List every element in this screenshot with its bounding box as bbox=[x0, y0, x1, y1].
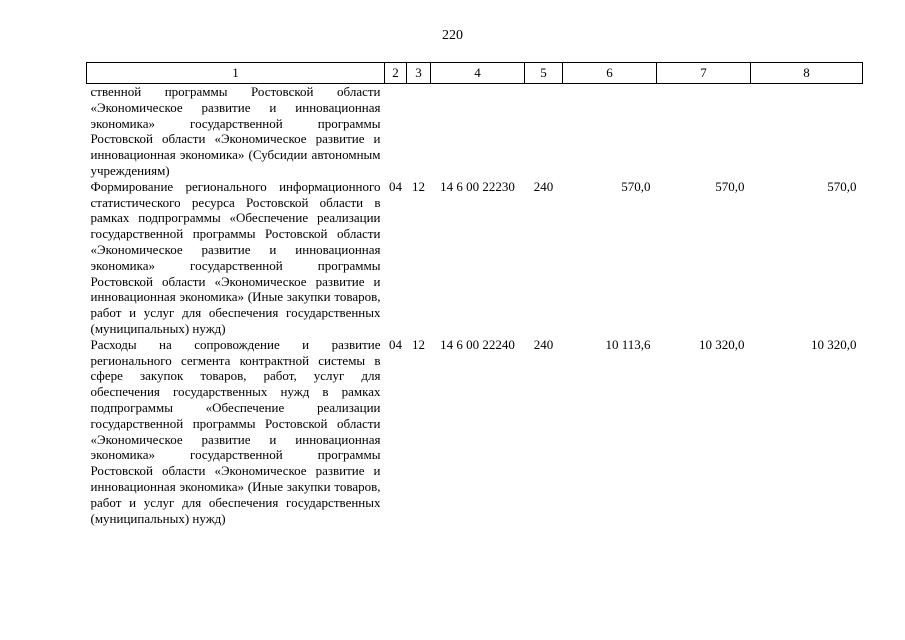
row-pr bbox=[407, 84, 431, 179]
header-col-7: 7 bbox=[657, 63, 751, 84]
table-row bbox=[87, 179, 863, 337]
header-col-5: 5 bbox=[525, 63, 563, 84]
row-pr: 12 bbox=[412, 336, 425, 352]
header-col-1: 1 bbox=[87, 63, 385, 84]
row-rz bbox=[385, 84, 407, 179]
header-col-8: 8 bbox=[751, 63, 863, 84]
row-vr: 240 bbox=[533, 178, 554, 194]
table-row bbox=[87, 84, 863, 179]
row-csr: 14 6 00 22240 bbox=[440, 336, 515, 352]
row-pr: 12 bbox=[412, 178, 425, 194]
row-year-1: 10 113,6 bbox=[605, 336, 651, 352]
header-col-2: 2 bbox=[385, 63, 407, 84]
row-description: Формирование регионального информационного статистического ресурса Ростовской области в рамках подпрограммы «Обеспечение реализации государственной программы Ростовской области «Экономическое развитие и инновационная экономика» государственной программы Ростовской области «Экономическое развитие и инновационная экономика» (Иные закупки товаров, работ и услуг для обеспечения государственных (муниципальных) нужд) bbox=[90, 178, 381, 336]
row-year-1 bbox=[563, 84, 657, 179]
row-year-2: 10 320,0 bbox=[699, 336, 745, 352]
row-csr: 14 6 00 22230 bbox=[440, 178, 515, 194]
table-header bbox=[87, 63, 863, 84]
page-number: 220 bbox=[442, 28, 463, 43]
row-year-1: 570,0 bbox=[621, 178, 651, 194]
row-rz: 04 bbox=[389, 336, 402, 352]
row-rz: 04 bbox=[389, 178, 402, 194]
header-row bbox=[87, 63, 863, 84]
header-col-3: 3 bbox=[407, 63, 431, 84]
header-col-6: 6 bbox=[563, 63, 657, 84]
row-vr: 240 bbox=[533, 336, 554, 352]
row-year-2: 570,0 bbox=[715, 178, 745, 194]
row-year-3 bbox=[751, 84, 863, 179]
table-row bbox=[87, 337, 863, 527]
row-description: ственной программы Ростовской области «Экономическое развитие и инновационная экономика» государственной программы Ростовской области «Экономическое развитие и инновационная экономика» (Субсидии автономным учреждениям) bbox=[90, 84, 381, 178]
header-col-4: 4 bbox=[431, 63, 525, 84]
table-body bbox=[87, 84, 863, 527]
budget-table bbox=[86, 62, 863, 526]
row-description: Расходы на сопровождение и развитие регионального сегмента контрактной системы в сфере закупок товаров, работ, услуг для обеспечения государственных нужд в рамках подпрограммы «Обеспечение реализации государственной программы Ростовской области «Экономическое развитие и инновационная экономика» государственной программы Ростовской области «Экономическое развитие и инновационная экономика» (Иные закупки товаров, работ и услуг для обеспечения государственных (муниципальных) нужд) bbox=[90, 336, 381, 526]
row-year-3: 10 320,0 bbox=[811, 336, 857, 352]
row-csr bbox=[431, 84, 525, 179]
row-vr bbox=[525, 84, 563, 179]
row-year-2 bbox=[657, 84, 751, 179]
row-year-3: 570,0 bbox=[827, 178, 857, 194]
